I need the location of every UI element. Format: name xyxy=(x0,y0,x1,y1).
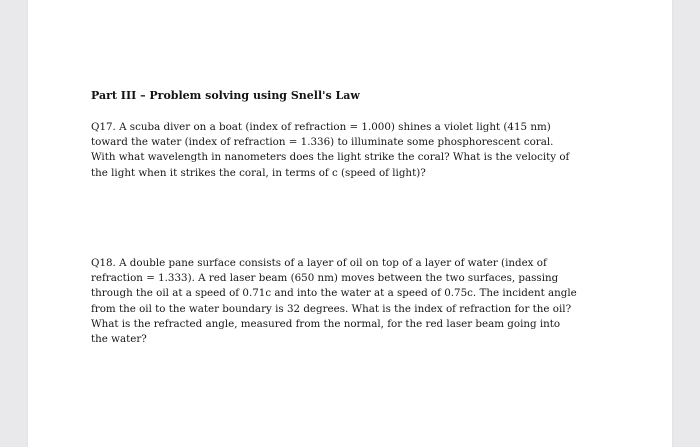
question-line: Q17. A scuba diver on a boat (index of refraction = 1.000) shines a violet light (415 nm) xyxy=(91,121,551,133)
question-line: Q18. A double pane surface consists of a layer of oil on top of a layer of water (index of xyxy=(91,257,547,269)
question-line: What is the refracted angle, measured from the normal, for the red laser beam going into xyxy=(91,317,561,330)
question-line: from the oil to the water boundary is 32 degrees. What is the index of refraction for the oil? xyxy=(91,302,572,315)
question-line: refraction = 1.333). A red laser beam (650 nm) moves between the two surfaces, passing xyxy=(91,272,559,285)
question-line: toward the water (index of refraction = 1.336) to illuminate some phosphorescent coral. xyxy=(91,136,554,149)
question-line: through the oil at a speed of 0.71c and into the water at a speed of 0.75c. The incident angle xyxy=(91,287,577,300)
question-q18 xyxy=(91,256,643,347)
section-heading: Part III – Problem solving using Snell's Law xyxy=(91,89,360,102)
question-line: With what wavelength in nanometers does the light strike the coral? What is the velocity of xyxy=(91,151,570,164)
document-page xyxy=(28,0,672,447)
question-line: the water? xyxy=(91,333,147,346)
question-line: the light when it strikes the coral, in terms of c (speed of light)? xyxy=(91,166,426,179)
question-q17 xyxy=(91,120,643,181)
